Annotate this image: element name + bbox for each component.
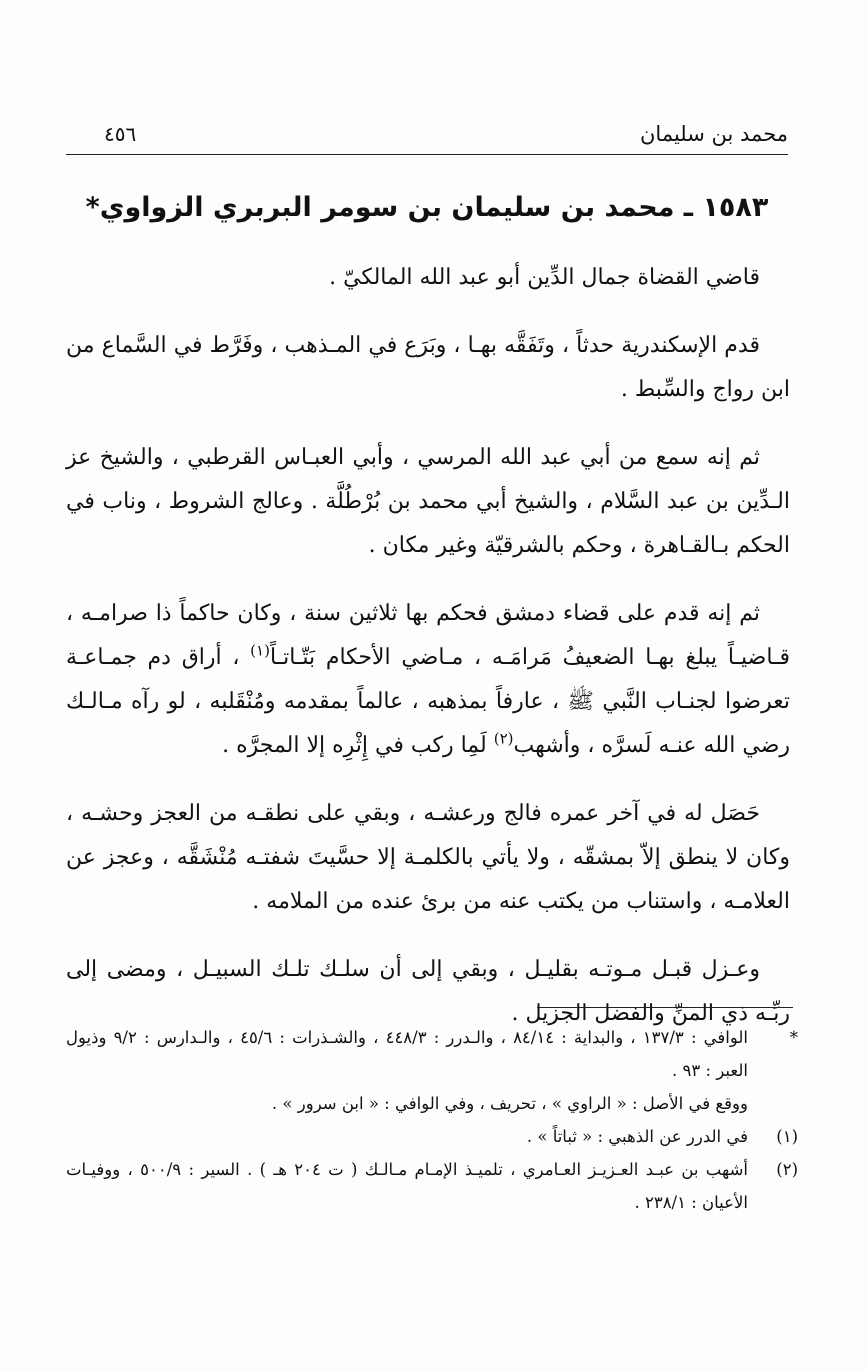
footnote-divider <box>537 1007 793 1008</box>
footnote-ref-2: (٢) <box>493 729 514 748</box>
footnote-1 <box>66 1120 802 1153</box>
entry-body <box>66 256 790 1060</box>
running-title: محمد بن سليمان <box>640 122 788 146</box>
footnote-star-marker: * <box>789 1028 798 1047</box>
paragraph-education: قدم الإسكندرية حدثاً ، وتَفَقَّه بهـا ، وبَرَع في المـذهب ، وفَرَّط في السَّماع من ابن رواج والسِّبط . <box>66 333 790 402</box>
paragraph-teachers: ثم إنه سمع من أبي عبد الله المرسي ، وأبي العبـاس القرطبي ، والشيخ عز الـدِّين بن عبد السَّلام ، والشيخ أبي محمد بن بُرْطُلَّة . وعالج الشروط ، وناب في الحكم بـالقـاهرة ، وحكم بالشرقيّة وغير مكان . <box>66 445 790 558</box>
footnote-star-note <box>66 1087 802 1120</box>
footnote-1-marker: (١) <box>776 1127 798 1146</box>
paragraph-damascus-part-3: لَمِا ركب في إِثْرِه إلا المجرَّه . <box>222 733 494 758</box>
paragraph-damascus-part-1: ثم إنه قدم على قضاء دمشق فحكم بها ثلاثين سنة ، وكان حاكماً ذا صرامـه ، قـاضيـاً يبلغ بهـا الضعيفُ مَرامَـه ، مـاضي الأحكام بَتّـاتـاً <box>66 601 790 670</box>
paragraph-damascus <box>66 592 790 768</box>
running-header <box>66 118 788 155</box>
entry-heading: ١٥٨٣ ـ محمد بن سليمان بن سومر البربري الزواوي* <box>85 192 769 223</box>
page-number: ٤٥٦ <box>104 122 137 146</box>
paragraph-illness: حَصَل له في آخر عمره فالج ورعشـه ، وبقي على نطقـه من العجز وحشـه ، وكان لا ينطق إلاّ بمشقّه ، ولا يأتي بالكلمـة إلا حسَّيتَ شفتـه مُنْشَقَّه ، وعجز عن العلامـه ، واستناب من يكتب عنه من برئ عنده من الملامه . <box>66 801 790 914</box>
footnote-2-marker: (٢) <box>776 1160 798 1179</box>
footnote-star <box>66 1021 802 1087</box>
footnote-2 <box>66 1153 802 1219</box>
paragraph-death: وعـزل قبـل مـوتـه بقليـل ، وبقي إلى أن سلـك تلـك السبيـل ، ومضى إلى ربِّـه ذي المنِّ والفضل الجزيل . <box>66 957 790 1026</box>
footnote-ref-1: (١) <box>250 641 270 660</box>
footnote-1-text: في الدرر عن الذهبي : « ثباتاً » . <box>526 1127 748 1146</box>
footnote-star-note-text: ووقع في الأصل : « الراوي » ، تحريف ، وفي الوافي : « ابن سرور » . <box>271 1094 748 1113</box>
paragraph-damascus-part-2: ، أراق دم جمـاعـة تعرضوا لجنـاب النَّبي ﷺ ، عارفاً بمذهبه ، عالماً بمقدمه ومُنْقَلبه ، لو رآه مـالـك رضي الله عنـه لَسرَّه ، وأشهب <box>66 645 790 758</box>
footnote-2-text: أشهب بن عبـد العـزيـز العـامري ، تلميـذ الإمـام مـالـك ( ت ٢٠٤ هـ ) . السير : ٥٠٠/٩ ، ووفيـات الأعيان : ٢٣٨/١ . <box>66 1160 749 1212</box>
footnotes <box>66 1021 802 1219</box>
footnote-star-text: الوافي : ١٣٧/٣ ، والبداية : ٨٤/١٤ ، والـدرر : ٤٤٨/٣ ، والشـذرات : ٤٥/٦ ، والـدارس : ٩/٢ وذيول العبر : ٩٣ . <box>66 1028 748 1080</box>
paragraph-title-line: قاضي القضاة جمال الدِّين أبو عبد الله المالكيّ . <box>329 265 760 290</box>
